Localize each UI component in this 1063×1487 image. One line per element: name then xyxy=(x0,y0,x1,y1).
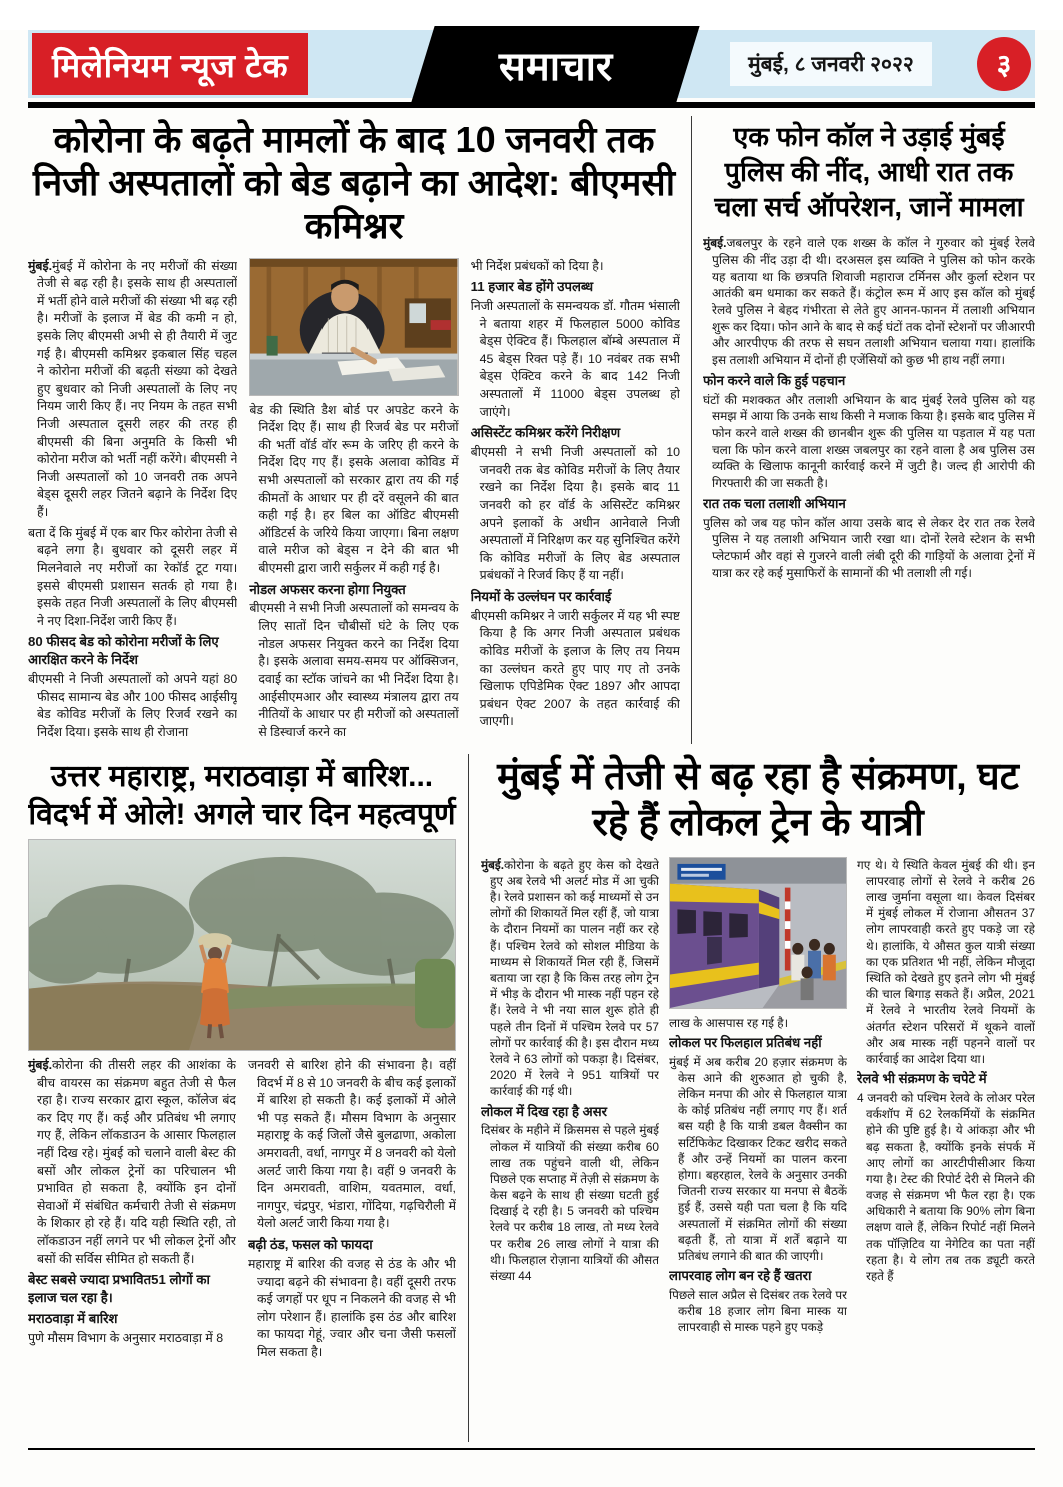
train-columns xyxy=(481,857,1035,1417)
train-c2-subhead-2: लापरवाह लोग बन रहे हैं खतरा xyxy=(669,1268,812,1284)
paragraph-text: कोरोना के बढ़ते हुए केस को देखते हुए अब रेलवे भी अलर्ट मोड में आ चुकी है। रेलवे प्रशासन को कई माध्यमों से उन लोगों की शिकायतें मिल रहीं हैं, जो यात्रा के दौरान नियमों का पालन नहीं कर रहे हैं। पश्चिम रेलवे को सोशल मीडिया के माध्यम से शिकायतें मिल रही हैं, जिसमें बताया जा रहा है कि किस तरह लोग ट्रेन में भीड़ के दौरान भी मास्क नहीं पहन रहे हैं। रेलवे ने भी नया साल शुरू होते ही पहले तीन दिनों में पश्चिम रेलवे पर 57 लोगों पर कार्रवाई की है। इस दौरान मध्य रेलवे ने 63 लोगों को पकड़ा है। दिसंबर, 2020 में रेलवे ने 951 यात्रियों पर कार्रवाई की गई थी। xyxy=(490,857,659,1099)
logo-text: मिलेनियम न्यूज टेक xyxy=(52,46,289,84)
dateline-lead: मुंबई. xyxy=(28,1058,53,1072)
page-number: ३ xyxy=(996,49,1012,80)
commissioner-photo xyxy=(249,258,458,396)
beds-c1-subhead-1: 80 फीसद बेड को कोरोना मरीजों के लिए आरक्षित करने के निर्देश xyxy=(28,634,219,668)
police-p1 xyxy=(703,235,1035,369)
weather-headline: उत्तर महाराष्ट्र, मराठवाड़ा में बारिश... विदर्भ में ओले! अगले चार दिन महत्वपूर्ण xyxy=(28,760,456,831)
column-divider xyxy=(468,754,469,1442)
article-local-train-covid xyxy=(481,754,1035,1442)
beds-c2-subhead-1: नोडल अफसर करना होगा नियुक्त xyxy=(249,581,406,597)
train-headline: मुंबई में तेजी से बढ़ रहा है संक्रमण, घट रहे हैं लोकल ट्रेन के यात्री xyxy=(497,756,1019,845)
train-c2-p1: लाख के आसपास रह गई है। xyxy=(669,1015,789,1030)
beds-headline: कोरोना के बढ़ते मामलों के बाद 10 जनवरी तक निजी अस्पतालों को बेड बढ़ाने का आदेश: बीएमसी कमिश्नर xyxy=(32,119,676,247)
beds-col-1 xyxy=(28,258,237,744)
train-c1-subhead-1: लोकल में दिख रहा है असर xyxy=(481,1103,608,1119)
article-maharashtra-weather xyxy=(28,754,456,1442)
beds-c1-p2: बता दें कि मुंबई में एक बार फिर कोरोना तेजी से बढ़ने लगा है। बुधवार को दूसरी लहर में मिलनेवाले नए मरीजों का रेकॉर्ड टूट गया। इससे बीएमसी प्रशासन सतर्क हो गया है। इसके तहत निजी अस्पतालों के लिए बीएमसी ने नए दिशा-निर्देश जारी किए हैं। xyxy=(28,525,238,628)
newspaper-page xyxy=(0,30,1063,1487)
dateline-lead: मुंबई. xyxy=(703,236,727,251)
weather-col-2 xyxy=(248,1057,456,1387)
weather-c1-p1 xyxy=(28,1057,236,1268)
train-col-2 xyxy=(669,857,847,1417)
weather-columns xyxy=(28,1057,456,1387)
beds-c3-p4: बीएमसी कमिश्नर ने जारी सर्कुलर में यह भी स्पष्ट किया है कि अगर निजी अस्पताल प्रबंधक कोविड मरीजों के इलाज के लिए तय नियम का उल्लंघन करते हुए पाए गए तो उनके खिलाफ एपिडेमिक ऐक्ट 1897 और आपदा प्रबंधन ऐक्ट 2007 के तहत कार्रवाई की जाएगी। xyxy=(470,608,680,729)
section-flag xyxy=(411,26,699,102)
section-name: समाचार xyxy=(498,44,613,89)
train-c1-p2: दिसंबर के महीने में क्रिसमस से पहले मुंबई लोकल में यात्रियों की संख्या करीब 60 लाख तक पहुंचने वाली थी, लेकिन पिछले एक सप्ताह में तेज़ी से संक्रमण के केस बढ़ने के साथ ही संख्या घटती हुई दिखाई दे रही है। 5 जनवरी को पश्चिम रेलवे पर करीब 18 लाख, तो मध्य रेलवे पर करीब 26 लाख लोगों ने यात्रा की थी। फिलहाल रोज़ाना यात्रियों की औसत संख्या 44 xyxy=(481,1123,659,1284)
police-subhead-2: रात तक चला तलाशी अभियान xyxy=(703,495,846,511)
train-c3-p2: 4 जनवरी को पश्चिम रेलवे के लोअर परेल वर्कशॉप में 62 रेलकर्मियों के संक्रमित होने की पुष्टि हुई है। ये आंकड़ा और भी बढ़ सकता है, क्योंकि इनके संपर्क में आए लोगों का आरटीपीसीआर किया गया है। टेस्ट की रिपोर्ट देरी से मिलने की वजह से संक्रमण भी फैल रहा है। एक अधिकारी ने बताया कि 90% लोग बिना लक्षण वाले हैं, लेकिन रिपोर्ट नहीं मिलने तक पॉज़िटिव या नेगेटिव का पता नहीं रहता है। ये लोग तब तक ड्यूटी करते रहते हैं xyxy=(857,1090,1035,1284)
police-subhead-1: फोन करने वाले कि हुई पहचान xyxy=(703,372,846,388)
dateline-lead: मुंबई. xyxy=(481,857,505,872)
page-number-badge xyxy=(977,37,1031,91)
beds-col-3 xyxy=(471,258,680,744)
beds-c3-subhead-1: 11 हजार बेड होंगे उपलब्ध xyxy=(470,279,594,295)
train-c2-p3: पिछले साल अप्रैल से दिसंबर तक रेलवे पर करीब 18 हजार लोग बिना मास्क या लापरवाही से मास्क पहने हुए पकड़े xyxy=(669,1287,847,1335)
police-p3: पुलिस को जब यह फोन कॉल आया उसके बाद से लेकर देर रात तक रेलवे पुलिस ने यह तलाशी अभियान जारी रखा था। दोनों रेलवे स्टेशन के सभी प्लेटफार्म और वहां से गुजरने वाली लंबी दूरी की गाड़ियों के अलावा ट्रेनों में यात्रा कर रहे कई मुसाफिरों के सामानों की भी तलाशी ली गई। xyxy=(703,515,1035,580)
beds-c3-subhead-3: नियमों के उल्लंघन पर कार्रवाई xyxy=(470,588,612,604)
beds-c3-p3: बीएमसी ने सभी निजी अस्पतालों को 10 जनवरी तक बेड कोविड मरीजों के लिए तैयार रखने का निर्देश दिया है। इसके बाद 11 जनवरी को हर वॉर्ड के असिस्टेंट कमिश्नर अपने इलाकों के अधीन आनेवाले निजी अस्पतालों में निरिक्षण कर यह सुनिश्चित करेंगे कि कोविड मरीजों के लिए बेड अस्पताल प्रबंधकों ने रिजर्व किए हैं या नहीं। xyxy=(470,445,680,583)
weather-c1-subhead-1: बेस्ट सबसे ज्यादा प्रभावित51 लोगों का इलाज चल रहा है। xyxy=(28,1272,210,1306)
page-bottom-rule xyxy=(28,1448,1035,1450)
train-photo-illustration xyxy=(670,858,846,1008)
dateline-text: मुंबई, ८ जनवरी २०२२ xyxy=(748,53,914,76)
article-police-hoax-call xyxy=(703,116,1035,744)
weather-c1-subhead-2: मराठवाड़ा में बारिश xyxy=(28,1310,118,1326)
article-bmc-beds-order xyxy=(28,116,680,744)
train-c3-subhead-1: रेलवे भी संक्रमण के चपेटे में xyxy=(857,1071,987,1087)
train-c2-subhead-1: लोकल पर फिलहाल प्रतिबंध नहीं xyxy=(669,1034,822,1050)
top-section xyxy=(28,116,1035,744)
beds-columns xyxy=(28,258,680,744)
paragraph-text: जबलपुर के रहने वाले एक शख्स के कॉल ने गुरुवार को मुंबई रेलवे पुलिस की नींद उड़ा दी थी। दरअसल इस व्यक्ति ने पुलिस को फोन करके यह बताया था कि छत्रपति शिवाजी महाराज टर्मिनस और कुर्ला स्टेशन पर आतंकी बम धमाका कर सकते हैं। कंट्रोल रूम में आए इस कॉल को मुंबई रेलवे पुलिस ने बेहद गंभीरता से लेते हुए आनन-फानन में तलाशी अभियान शुरू कर दिया। फोन आने के बाद से कई घंटों तक दोनों स्टेशनों पर जीआरपी और आरपीएफ की तरफ से सघन तलाशी अभियान चलाया गया। हालांकि इस तलाशी अभियान में दोनों ही एजेंसियों को कुछ भी हाथ नहीं लगा। xyxy=(712,236,1035,368)
beds-c3-subhead-2: असिस्टेंट कमिश्नर करेंगे निरीक्षण xyxy=(470,425,621,441)
newspaper-logo xyxy=(32,33,308,95)
beds-c2-p2: बीएमसी ने सभी निजी अस्पतालों को समन्वय के लिए सातों दिन चौबीसों घंटे के लिए एक नोडल अफसर नियुक्त करने का निर्देश दिया है। इसके अलावा समय-समय पर ऑक्सिजन, दवाई का स्टॉक जांचने का भी निर्देश दिया है। आईसीएमआर और स्वास्थ्य मंत्रालय द्वारा तय नीतियों के आधार पर ही मरीजों को अस्पतालों से डिस्चार्ज करने का xyxy=(249,601,459,739)
beds-c2-p1: बेड की स्थिति डैश बोर्ड पर अपडेट करने के निर्देश दिए हैं। साथ ही रिजर्व बेड पर मरीजों की भर्ती वॉर्ड वॉर रूम के जरिए ही करने के निर्देश दिए गए हैं। इसके अलावा कोविड में सभी अस्पतालों को सरकार द्वारा तय की गई कीमतों के आधार पर ही दरें वसूलने की बात कही गई है। हर बिल का ऑडिट बीएमसी ऑडिटर्स के जरिये किया जाएगा। बिना लक्षण वाले मरीज को बेड्स न देने की बात भी बीएमसी द्वारा जारी सर्कुलर में कही गई है। xyxy=(249,402,459,576)
train-col-1 xyxy=(481,857,659,1417)
police-body xyxy=(703,235,1035,735)
train-c3-p1: गए थे। ये स्थिति केवल मुंबई की थी। इन लापरवाह लोगों से रेलवे ने करीब 26 लाख जुर्माना वसूला था। केवल दिसंबर में मुंबई लोकल में रोजाना औसतन 37 लोग लापरवाही करते हुए पकड़े जा रहे थे। हालांकि, ये औसत कुल यात्री संख्या का एक प्रतिशत भी नहीं, लेकिन मौजूदा स्थिति को देखते हुए इतने लोग भी मुंबई की चाल बिगाड़ सकते हैं। अप्रैल, 2021 में रेलवे ने भारतीय रेलवे नियमों के अंतर्गत स्टेशन परिसरों में थूकने वालों और अब मास्क नहीं पहनने वालों पर कार्रवाई का आदेश दिया था। xyxy=(857,857,1035,1066)
beds-c3-p2: निजी अस्पतालों के समन्वयक डॉ. गौतम भंसाली ने बताया शहर में फिलहाल 5000 कोविड बेड्स ऐक्टिव हैं। फिलहाल बॉम्बे अस्पताल में 45 बेड्स रिक्त पड़े हैं। 10 नवंबर तक सभी बेड्स ऐक्टिव करने के बाद 142 निजी अस्पतालों में 11000 बेड्स उपलब्ध हो जाएंगे। xyxy=(470,298,680,419)
dateline-lead: मुंबई. xyxy=(28,258,53,273)
commissioner-photo-illustration xyxy=(250,259,457,395)
weather-c1-p2: पुणे मौसम विभाग के अनुसार मराठवाड़ा में 8 xyxy=(28,1330,224,1345)
train-c2-p2: मुंबई में अब करीब 20 हज़ार संक्रमण के केस आने की शुरुआत हो चुकी है, लेकिन मनपा की ओर से फिलहाल यात्रा के कोई प्रतिबंध नहीं लगाए गए हैं। शर्त बस यही है कि यात्री डबल वैक्सीन का सर्टिफिकेट दिखाकर टिकट खरीद सकते हैं और उन्हें नियमों का पालन करना होगा। बहरहाल, रेलवे के अनुसार उनकी जितनी राज्य सरकार या मनपा से बैठकें हुई हैं, उससे यही पता चला है कि यदि अस्पतालों में संक्रमित लोगों की संख्या बढ़ती हैं, तो यात्रा में शर्तें बढ़ाने या प्रतिबंध लगाने की बात की जाएगी। xyxy=(669,1054,847,1263)
train-col-3 xyxy=(857,857,1035,1417)
bottom-section xyxy=(28,754,1035,1442)
police-headline: एक फोन कॉल ने उड़ाई मुंबई पुलिस की नींद, आधी रात तक चला सर्च ऑपरेशन, जानें मामला xyxy=(714,122,1024,223)
masthead xyxy=(28,30,1035,98)
beds-c1-p3: बीएमसी ने निजी अस्पतालों को अपने यहां 80 फीसद सामान्य बेड और 100 फीसद आईसीयू बेड कोविड मरीजों के लिए रिजर्व रखने का निर्देश दिया। इसके साथ ही रोजाना xyxy=(28,671,238,739)
paragraph-text: मुंबई में कोरोना के नए मरीजों की संख्या तेजी से बढ़ रही है। इसके साथ ही अस्पतालों में भर्ती होने वाले मरीजों की संख्या भी बढ़ रही है। मरीजों के इलाज में बेड की कमी न हो, इसके लिए बीएमसी अभी से ही तैयारी में जुट गई है। बीएमसी कमिश्नर इकबाल सिंह चहल ने कोरोना मरीजों की बढ़ती संख्या को देखते हुए बुधवार को निजी अस्पतालों के लिए नए नियम जारी किए हैं। नए नियम के तहत सभी निजी अस्पताल दूसरी लहर की तरह ही बीएमसी की बिना अनुमति के किसी भी कोरोना मरीज को भर्ती नहीं करेंगे। बीएमसी ने निजी अस्पतालों को 10 जनवरी तक अपने बेड्स दूसरी लहर जितने बढ़ाने के निर्देश दिए हैं। xyxy=(37,258,238,520)
masthead-rule xyxy=(28,102,1035,108)
weather-c2-p2: महाराष्ट्र में बारिश की वजह से ठंड के और भी ज्यादा बढ़ने की संभावना है। वहीं दूसरी तरफ कई जगहों पर धूप न निकलने की वजह से भी लोग परेशान हैं। हालांकि इस ठंड और बारिश का फायदा गेहूं, ज्वार और चना जैसी फसलों मिल सकता है। xyxy=(248,1256,456,1359)
train-c1-p1 xyxy=(481,857,659,1100)
beds-col-2 xyxy=(249,258,458,744)
weather-c2-p1: जनवरी से बारिश होने की संभावना है। वहीं विदर्भ में 8 से 10 जनवरी के बीच कई इलाकों में बारिश हो सकती है। कई इलाकों में ओले भी पड़ सकते हैं। मौसम विभाग के अनुसार महाराष्ट्र के कई जिलों जैसे बुलढाणा, अकोला अमरावती, वर्धा, नागपुर में 8 जनवरी को येलो अलर्ट जारी किया गया है। वहीं 9 जनवरी के दिन अमरावती, वाशिम, यवतमाल, वर्धा, नागपुर, चंद्रपुर, भंडारा, गोंदिया, गढ़चिरौली में येलो अलर्ट जारी किया गया है। xyxy=(248,1058,456,1231)
police-p2: घंटों की मशक्कत और तलाशी अभियान के बाद मुंबई रेलवे पुलिस को यह समझ में आया कि उनके साथ किसी ने मजाक किया है। इसके बाद पुलिस में फोन करने वाले शख्स की छानबीन शुरू की पुलिस या पड़ताल में यह पता चला कि फोन करने वाला शख्स जबलपुर का रहने वाला है अब पुलिस उस व्यक्ति के खिलाफ कानूनी कार्रवाई करने में जुटी है। जल्द ही आरोपी की गिरफ्तारी की जा सकती है। xyxy=(703,392,1035,491)
weather-photo xyxy=(28,839,456,1051)
beds-c1-p1 xyxy=(28,258,237,522)
paragraph-text: कोरोना की तीसरी लहर की आशंका के बीच वायरस का संक्रमण बहुत तेजी से फैल रहा है। राज्य सरकार द्वारा स्कूल, कॉलेज बंद कर दिए गए हैं। कई और प्रतिबंध भी लगाए गए हैं, लेकिन लॉकडाउन के आसार फिलहाल नहीं दिख रहे। मुंबई को चलाने वाली बेस्ट की बसों और लोकल ट्रेनों का परिचालन भी प्रभावित हो सकता है, क्योंकि इन दोनों सेवाओं में संबंधित कर्मचारी तेजी से संक्रमण के शिकार हो रहे हैं। यदि यही स्थिति रही, तो लॉकडाउन नहीं लगने पर भी लोकल ट्रेनों और बसों की सर्विस सीमित हो सकती हैं। xyxy=(37,1058,236,1266)
beds-c3-p1: भी निर्देश प्रबंधकों को दिया है। xyxy=(470,258,604,273)
weather-col-1 xyxy=(28,1057,236,1387)
weather-c2-subhead-1: बढ़ी ठंड, फसल को फायदा xyxy=(248,1237,373,1253)
weather-photo-illustration xyxy=(29,840,455,1050)
dateline xyxy=(730,42,932,86)
local-train-photo xyxy=(669,857,847,1009)
column-divider xyxy=(691,116,692,744)
